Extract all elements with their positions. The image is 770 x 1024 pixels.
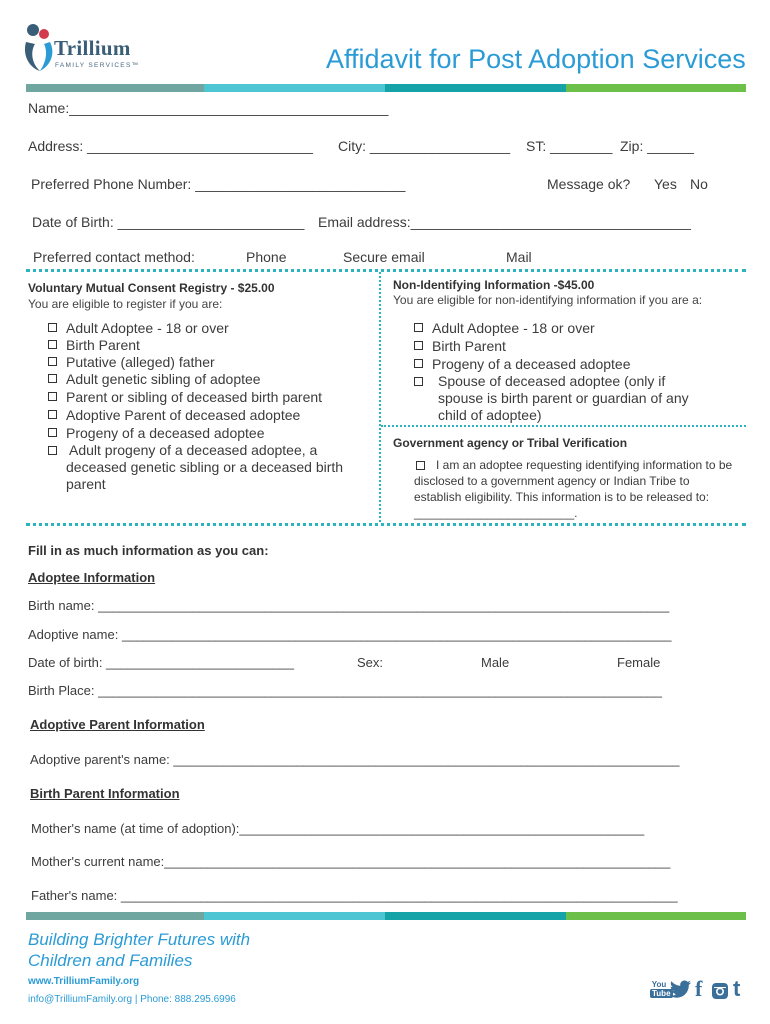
checkbox[interactable] <box>414 341 423 350</box>
message-no-option[interactable]: No <box>690 176 708 192</box>
checkbox[interactable] <box>48 340 57 349</box>
phone-field[interactable]: Preferred Phone Number: ___________________________ <box>31 176 406 192</box>
tumblr-icon[interactable]: t <box>733 976 741 1001</box>
checkbox[interactable] <box>48 446 57 455</box>
state-field[interactable]: ST: ________ <box>526 138 613 154</box>
adoptee-info-heading: Adoptee Information <box>28 570 156 585</box>
nonid-item[interactable]: Adult Adoptee - 18 or over <box>414 320 595 337</box>
header-bar-1 <box>26 84 204 92</box>
facebook-icon[interactable]: f <box>695 976 703 1001</box>
father-name-field[interactable]: Father's name: _____________________________________________________________________________ <box>31 888 678 903</box>
divider-middle <box>379 272 381 522</box>
footer-bar-2 <box>204 912 385 920</box>
footer-slogan-line2: Children and Families <box>28 951 193 970</box>
address-field[interactable]: Address: _____________________________ <box>28 138 313 154</box>
nonid-last-label: Spouse of deceased adoptee (only if spouse is birth parent or guardian of any child of adoptee) <box>438 373 689 423</box>
checkbox[interactable] <box>48 323 57 332</box>
contact-option-phone[interactable]: Phone <box>246 249 287 265</box>
fill-in-instruction: Fill in as much information as you can: <box>28 543 269 558</box>
adoptive-name-field[interactable]: Adoptive name: ____________________________________________________________________________ <box>28 627 672 642</box>
contact-option-email[interactable]: Secure email <box>343 249 425 265</box>
nonid-item[interactable]: Progeny of a deceased adoptee <box>414 356 631 373</box>
gov-label: I am an adoptee requesting identifying information to be disclosed to a government agency or Indian Tribe to establish eligibility. This information is to be released to: ________________________. <box>414 458 733 520</box>
footer-bar-3 <box>385 912 566 920</box>
registry-last-label: Adult progeny of a deceased adoptee, a deceased genetic sibling or a deceased birth parent <box>66 442 344 492</box>
instagram-icon[interactable] <box>711 982 729 1005</box>
checkbox[interactable] <box>48 392 57 401</box>
registry-item[interactable]: Adult Adoptee - 18 or over <box>48 320 229 337</box>
divider-bottom <box>26 523 746 526</box>
email-field[interactable]: Email address:____________________________________ <box>318 214 691 230</box>
youtube-icon[interactable]: You Tube <box>651 980 671 998</box>
checkbox[interactable] <box>48 357 57 366</box>
divider-top <box>26 269 746 272</box>
logo-name: Trillium <box>54 36 131 60</box>
message-yes-option[interactable]: Yes <box>654 176 677 192</box>
registry-title: Voluntary Mutual Consent Registry - $25.00 <box>28 281 275 295</box>
footer-slogan-line1: Building Brighter Futures with <box>28 930 251 949</box>
zip-field[interactable]: Zip: ______ <box>620 138 694 154</box>
logo-subtitle: FAMILY SERVICES™ <box>55 62 140 69</box>
footer-bar-1 <box>26 912 204 920</box>
registry-item[interactable]: Putative (alleged) father <box>48 354 215 371</box>
footer-contact[interactable]: info@TrilliumFamily.org | Phone: 888.295.6996 <box>28 994 236 1005</box>
footer-website-link[interactable]: www.TrilliumFamily.org <box>28 976 140 987</box>
registry-item[interactable]: Adult genetic sibling of adoptee <box>48 371 261 388</box>
name-field[interactable]: Name:_________________________________________ <box>28 100 389 116</box>
checkbox[interactable] <box>414 323 423 332</box>
header-bar-3 <box>385 84 566 92</box>
page-title: Affidavit for Post Adoption Services <box>326 44 746 74</box>
checkbox[interactable] <box>414 359 423 368</box>
sex-label: Sex: <box>357 655 384 670</box>
checkbox[interactable] <box>48 374 57 383</box>
sex-option-female[interactable]: Female <box>617 655 661 670</box>
nonid-subtitle: You are eligible for non-identifying information if you are a: <box>393 293 703 307</box>
preferred-contact-label: Preferred contact method: <box>33 249 195 265</box>
divider-gov <box>381 425 746 427</box>
header-bar-2 <box>204 84 385 92</box>
checkbox[interactable] <box>48 428 57 437</box>
gov-title: Government agency or Tribal Verification <box>393 436 628 450</box>
checkbox[interactable] <box>414 377 423 386</box>
registry-item[interactable]: Adoptive Parent of deceased adoptee <box>48 407 300 424</box>
date-of-birth-field[interactable]: Date of Birth: ________________________ <box>32 214 305 230</box>
footer-bar-4 <box>566 912 746 920</box>
registry-item[interactable]: Birth Parent <box>48 337 140 354</box>
contact-option-mail[interactable]: Mail <box>506 249 532 265</box>
registry-item[interactable]: Progeny of a deceased adoptee <box>48 425 265 442</box>
mother-current-name-field[interactable]: Mother's current name:______________________________________________________________________ <box>31 854 671 869</box>
checkbox[interactable] <box>48 410 57 419</box>
header-bar-4 <box>566 84 746 92</box>
birth-name-field[interactable]: Birth name: _______________________________________________________________________________ <box>28 598 670 613</box>
footer-slogan <box>28 929 250 971</box>
sex-option-male[interactable]: Male <box>481 655 510 670</box>
mother-name-at-adoption-field[interactable]: Mother's name (at time of adoption):________________________________________________________ <box>31 821 645 836</box>
message-ok-label: Message ok? <box>547 176 631 192</box>
adoptive-parent-name-field[interactable]: Adoptive parent's name: ______________________________________________________________________ <box>30 752 680 767</box>
registry-item[interactable]: Parent or sibling of deceased birth parent <box>48 389 322 406</box>
city-field[interactable]: City: __________________ <box>338 138 511 154</box>
birth-place-field[interactable]: Birth Place: ______________________________________________________________________________ <box>28 683 663 698</box>
registry-subtitle: You are eligible to register if you are: <box>28 297 223 311</box>
logo <box>22 22 56 72</box>
nonid-item[interactable]: Birth Parent <box>414 338 506 355</box>
adoptive-parent-heading: Adoptive Parent Information <box>30 717 205 732</box>
birth-parent-heading: Birth Parent Information <box>30 786 180 801</box>
nonid-title: Non-Identifying Information -$45.00 <box>393 278 595 292</box>
adoptee-dob-field[interactable]: Date of birth: __________________________ <box>28 655 295 670</box>
twitter-icon[interactable] <box>670 980 692 1003</box>
